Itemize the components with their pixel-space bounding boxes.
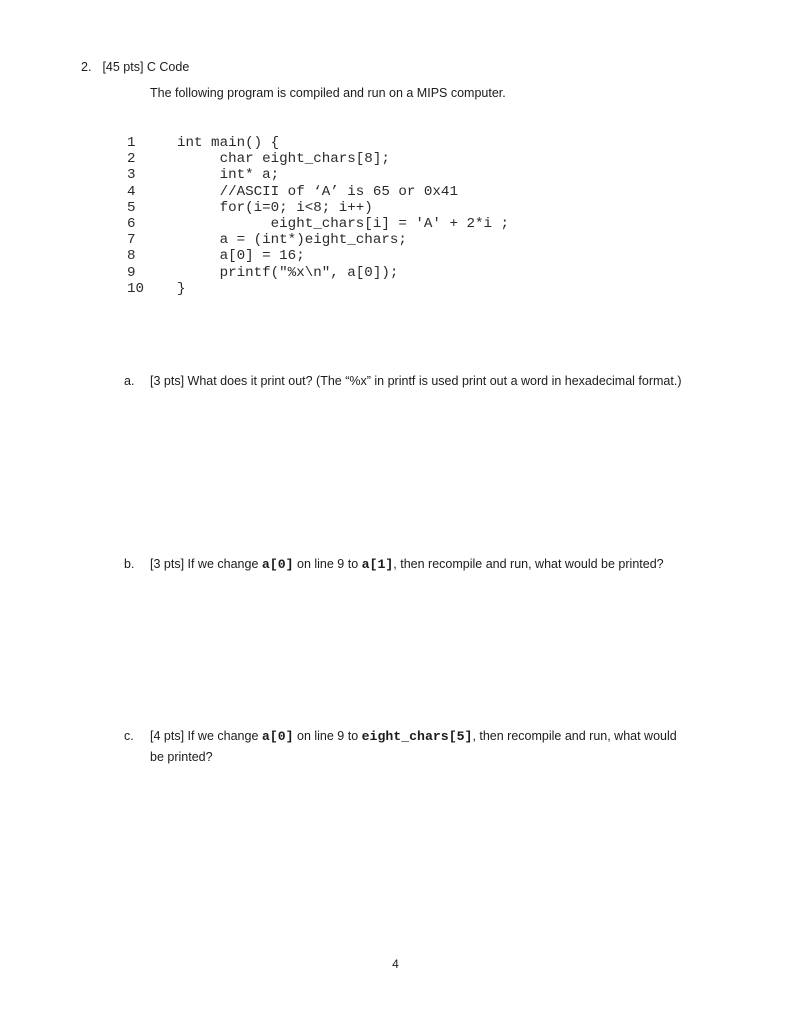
code-line-number: 3 (127, 167, 136, 184)
question-a (124, 371, 681, 392)
question-b (124, 554, 664, 575)
code-line-text: char eight_chars[8]; (177, 151, 390, 168)
code-line (127, 167, 509, 183)
question-a-text (150, 371, 681, 392)
code-line-number: 7 (127, 232, 136, 249)
code-line-text: } (177, 280, 186, 297)
inline-code-token: eight_chars[5] (361, 729, 473, 744)
question-text-segment: , then recompile and run, what would (472, 729, 677, 743)
question-c-letter: c. (124, 729, 134, 743)
code-line-text: for(i=0; i<8; i++) (177, 199, 373, 216)
question-c (124, 726, 677, 768)
code-line (127, 248, 509, 264)
question-text-segment: [3 pts] If we change (150, 557, 262, 571)
question-b-text (150, 554, 664, 575)
code-line-text: a = (int*)eight_chars; (177, 232, 407, 249)
code-line-number: 2 (127, 151, 136, 168)
page-number: 4 (392, 957, 399, 971)
question-a-letter: a. (124, 374, 135, 388)
code-line-number: 6 (127, 216, 136, 233)
question-text-segment: [4 pts] If we change (150, 729, 262, 743)
code-line-number: 5 (127, 199, 136, 216)
code-line (127, 232, 509, 248)
code-line-text: int main() { (177, 135, 280, 151)
intro-text: The following program is compiled and run on a MIPS computer. (150, 86, 506, 100)
code-line (127, 200, 509, 216)
question-text-segment: on line 9 to (293, 557, 362, 571)
question-number: 2. (81, 60, 92, 74)
code-line-number: 10 (127, 280, 145, 297)
code-line (127, 265, 509, 281)
code-line (127, 151, 509, 167)
code-line-number: 1 (127, 135, 136, 151)
code-line-text: //ASCII of ‘A’ is 65 or 0x41 (177, 183, 458, 200)
question-heading (81, 60, 189, 74)
inline-code-token: a[1] (361, 557, 394, 572)
question-text-segment: , then recompile and run, what would be printed? (393, 557, 664, 571)
code-line-text: eight_chars[i] = 'A' + 2*i ; (177, 216, 510, 233)
question-b-letter: b. (124, 557, 135, 571)
inline-code-token: a[0] (261, 729, 294, 744)
question-c-text (150, 726, 677, 768)
code-line-number: 4 (127, 183, 136, 200)
inline-code-token: a[0] (261, 557, 294, 572)
code-line-text: int* a; (177, 167, 280, 184)
code-line-text: printf("%x\n", a[0]); (177, 264, 399, 281)
code-line (127, 216, 509, 232)
code-line (127, 184, 509, 200)
code-line-text: a[0] = 16; (177, 248, 305, 265)
code-line-number: 8 (127, 248, 136, 265)
code-line-number: 9 (127, 264, 136, 281)
question-text-segment: be printed? (150, 750, 213, 764)
question-text-segment: on line 9 to (293, 729, 362, 743)
question-text-segment: [3 pts] What does it print out? (The “%x” in printf is used print out a word in hexadecimal format.) (150, 374, 682, 388)
question-title: [45 pts] C Code (102, 60, 190, 74)
code-line (127, 135, 509, 151)
code-line (127, 281, 509, 297)
code-block (127, 135, 509, 297)
